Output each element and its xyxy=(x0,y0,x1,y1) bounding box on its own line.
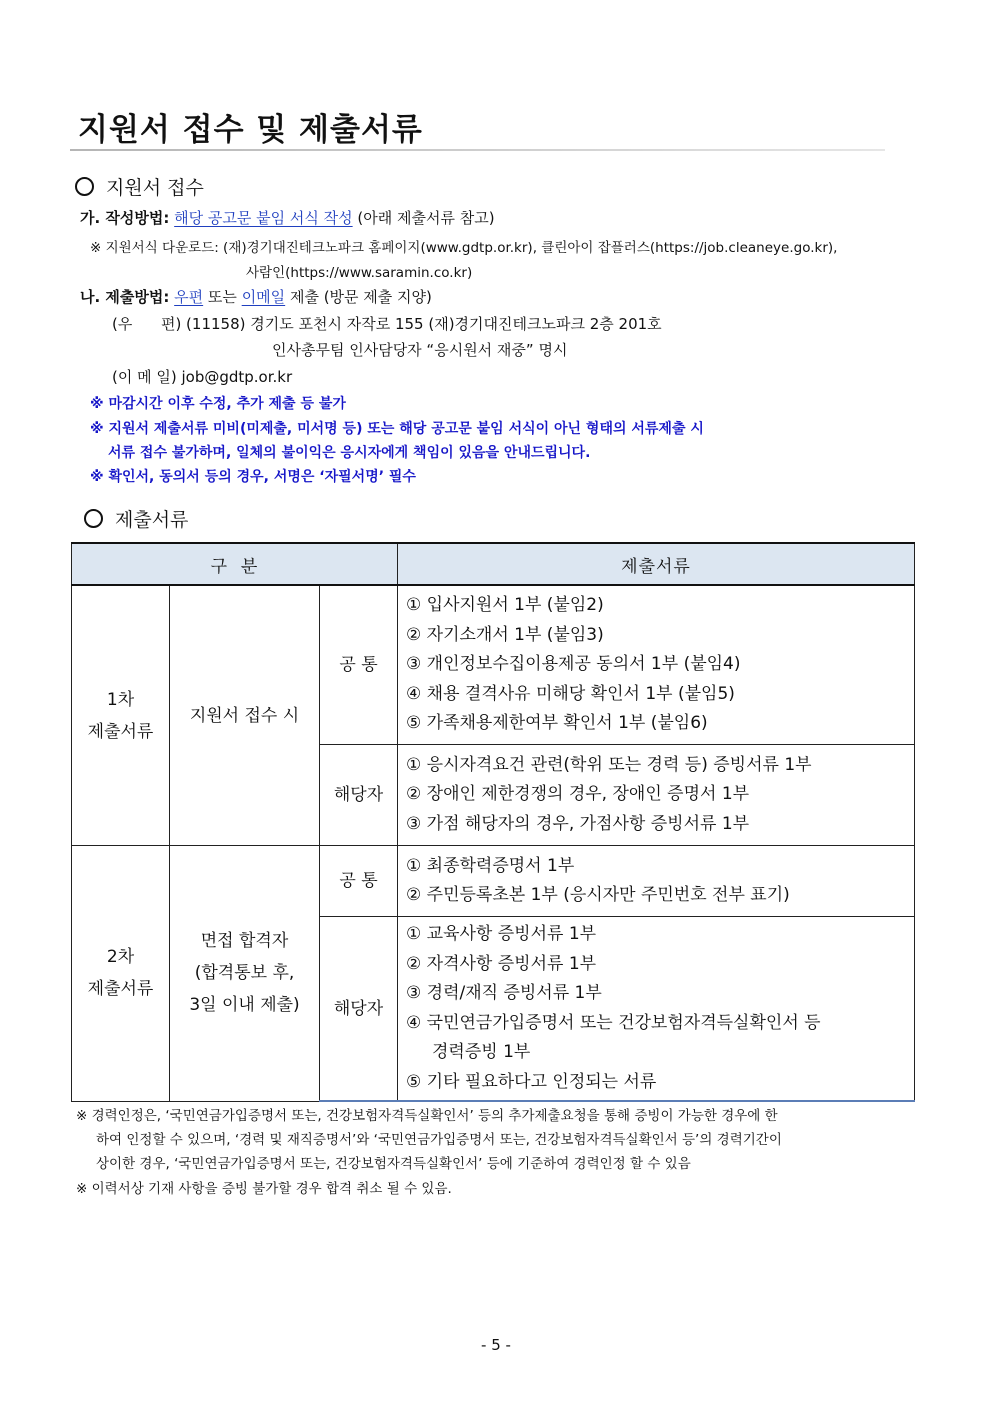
header-category: 구 분 xyxy=(72,543,398,585)
download-note-line1: ※ 지원서식 다운로드: (재)경기대진테크노파크 홈페이지(www.gdtp.or.kr), 클린아이 잡플러스(https://job.cleaneye.go.kr), xyxy=(90,240,838,256)
header-documents: 제출서류 xyxy=(398,543,915,585)
table-row xyxy=(72,585,915,745)
circle-bullet-icon xyxy=(75,177,94,196)
list-item: ② 자격사항 증빙서류 1부 xyxy=(406,953,597,974)
writing-method-link: 해당 공고문 붙임 서식 작성 xyxy=(174,209,353,227)
writing-method-label: 가. 작성방법: xyxy=(80,209,170,227)
stage1-common-list xyxy=(398,585,915,745)
list-item: ② 자기소개서 1부 (붙임3) xyxy=(406,624,604,645)
list-item: ③ 경력/재직 증빙서류 1부 xyxy=(406,983,602,1003)
career-note-line2: 하여 인정할 수 있으며, ‘경력 및 재직증명서’와 ‘국민연금가입증명서 또는, 건강보험자격득실확인서 등’의 경력기간이 xyxy=(96,1132,782,1148)
title-divider xyxy=(70,149,885,151)
career-note-line1: ※ 경력인정은, ‘국민연금가입증명서 또는, 건강보험자격득실확인서’ 등의 추가제출요청을 통해 증빙이 가능한 경우에 한 xyxy=(76,1108,778,1124)
post-address-line2: 인사총무팀 인사담당자 “응시원서 재중” 명시 xyxy=(272,341,568,359)
list-item: ⑤ 기타 필요하다고 인정되는 서류 xyxy=(406,1071,657,1092)
stage2-common-label: 공 통 xyxy=(320,846,398,917)
list-item-continuation: 경력증빙 1부 xyxy=(432,1042,531,1062)
post-address-line1: (우 편) (11158) 경기도 포천시 자작로 155 (재)경기대진테크노파크 2층 201호 xyxy=(112,315,662,333)
list-item: ① 교육사항 증빙서류 1부 xyxy=(406,924,597,944)
stage2-applicable-label: 해당자 xyxy=(320,917,398,1102)
submit-or-text: 또는 xyxy=(207,288,237,306)
stage1-applicable-list xyxy=(398,745,915,846)
submit-email-link: 이메일 xyxy=(241,288,286,306)
list-item: ④ 채용 결격사유 미해당 확인서 1부 (붙임5) xyxy=(406,683,735,704)
section-heading-documents xyxy=(84,505,188,532)
list-item: ④ 국민연금가입증명서 또는 건강보험자격득실확인서 등 xyxy=(406,1012,821,1033)
stage2-applicable-list xyxy=(398,917,915,1102)
list-item xyxy=(406,1038,914,1068)
table-row xyxy=(72,846,915,917)
submit-post-link: 우편 xyxy=(174,288,204,306)
list-item: ⑤ 가족채용제한여부 확인서 1부 (붙임6) xyxy=(406,713,708,734)
stage2-when-line1: 면접 합격자 xyxy=(200,931,289,952)
warning-incomplete-line1: ※ 지원서 제출서류 미비(미제출, 미서명 등) 또는 해당 공고문 붙임 서식이 아닌 형태의 서류제출 시 xyxy=(90,421,704,437)
stage1-when: 지원서 접수 시 xyxy=(170,585,320,846)
resume-note: ※ 이력서상 기재 사항을 증빙 불가할 경우 합격 취소 될 수 있음. xyxy=(76,1181,452,1197)
stage1-applicable-label: 해당자 xyxy=(320,745,398,846)
writing-method-line xyxy=(80,207,495,228)
warning-deadline: ※ 마감시간 이후 수정, 추가 제출 등 불가 xyxy=(90,396,346,412)
writing-method-note: (아래 제출서류 참고) xyxy=(357,209,495,227)
stage1-name-line1: 1차 xyxy=(106,689,135,710)
documents-table xyxy=(71,542,915,1102)
stage2-when-line3: 3일 이내 제출) xyxy=(189,995,300,1016)
stage2-common-list xyxy=(398,846,915,917)
stage1-name xyxy=(72,585,170,846)
download-note-line2: 사람인(https://www.saramin.co.kr) xyxy=(246,265,473,281)
list-item: ① 입사지원서 1부 (붙임2) xyxy=(406,595,604,616)
circle-bullet-icon xyxy=(84,509,103,528)
stage2-name-line1: 2차 xyxy=(106,947,135,968)
career-note-line3: 상이한 경우, ‘국민연금가입증명서 또는, 건강보험자격득실확인서’ 등에 기준하여 경력인정 할 수 있음 xyxy=(96,1156,691,1172)
warning-signature: ※ 확인서, 동의서 등의 경우, 서명은 ‘자필서명’ 필수 xyxy=(90,469,416,485)
submit-method-line xyxy=(80,286,432,307)
list-item: ③ 가점 해당자의 경우, 가점사항 증빙서류 1부 xyxy=(406,813,750,834)
section-heading-text: 지원서 접수 xyxy=(106,177,204,199)
stage2-name xyxy=(72,846,170,1102)
page-number: - 5 - xyxy=(481,1336,511,1354)
section-heading-application xyxy=(75,173,204,200)
list-item: ② 주민등록초본 1부 (응시자만 주민번호 전부 표기) xyxy=(406,885,790,905)
stage1-common-label: 공 통 xyxy=(320,585,398,745)
table-header-row xyxy=(72,543,915,585)
stage1-name-line2: 제출서류 xyxy=(87,721,154,742)
list-item: ① 최종학력증명서 1부 xyxy=(406,855,575,876)
stage2-name-line2: 제출서류 xyxy=(87,979,154,1000)
submit-method-label: 나. 제출방법: xyxy=(80,288,170,306)
stage2-when-line2: (합격통보 후, xyxy=(194,963,295,984)
section-heading-text: 제출서류 xyxy=(115,509,189,531)
email-address-line: (이 메 일) job@gdtp.or.kr xyxy=(112,368,293,386)
list-item: ② 장애인 제한경쟁의 경우, 장애인 증명서 1부 xyxy=(406,784,750,805)
list-item: ③ 개인정보수집이용제공 동의서 1부 (붙임4) xyxy=(406,654,741,675)
page-title: 지원서 접수 및 제출서류 xyxy=(78,112,423,148)
stage2-when xyxy=(170,846,320,1102)
warning-incomplete-line2: 서류 접수 불가하며, 일체의 불이익은 응시자에게 책임이 있음을 안내드립니다. xyxy=(108,445,591,461)
submit-method-note: 제출 (방문 제출 지양) xyxy=(289,288,432,306)
list-item: ① 응시자격요건 관련(학위 또는 경력 등) 증빙서류 1부 xyxy=(406,754,812,775)
